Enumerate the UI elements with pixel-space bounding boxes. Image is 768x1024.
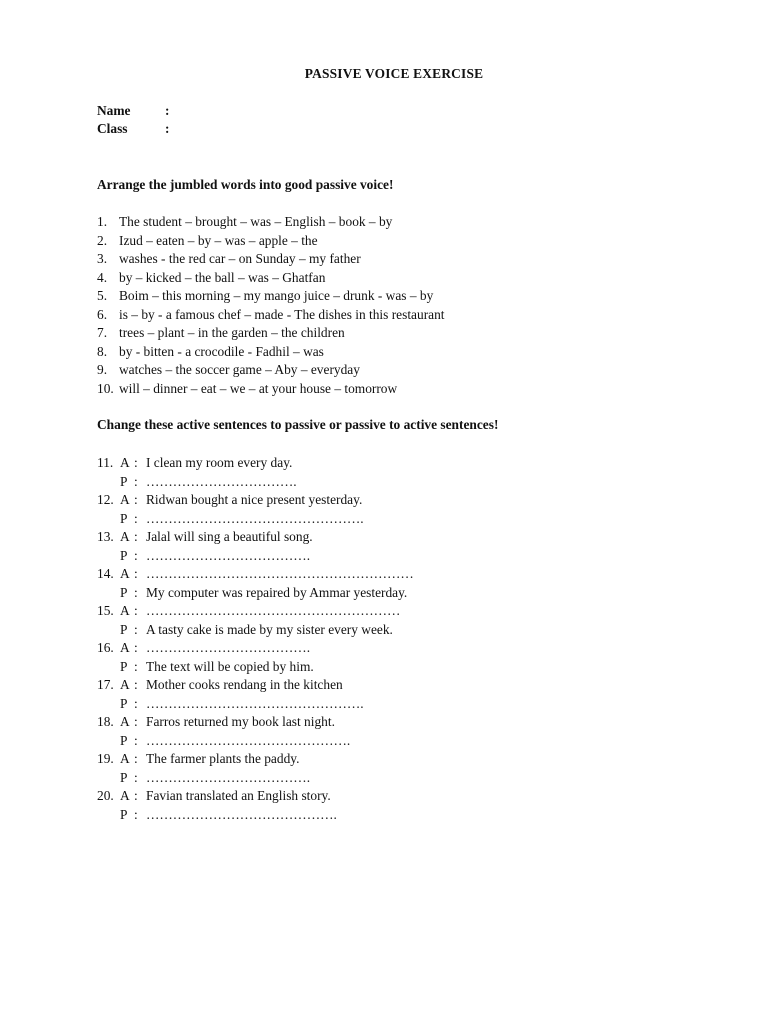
passive-sentence-row (97, 621, 414, 640)
passive-sentence-row (97, 584, 414, 603)
active-sentence: Ridwan bought a nice present yesterday. (146, 492, 363, 507)
colon: : (134, 603, 138, 618)
item-number: 17. (97, 677, 114, 692)
item-number: 8. (97, 343, 108, 359)
passive-label: P (120, 695, 128, 711)
item-text: by - bitten - a crocodile - Fadhil – was (119, 343, 324, 359)
item-number: 9. (97, 362, 108, 377)
colon: : (134, 566, 138, 581)
passive-sentence: ………………………………. (146, 769, 311, 785)
name-label: Name (97, 103, 131, 118)
colon: : (134, 529, 138, 544)
active-label: A (120, 640, 130, 655)
colon: : (134, 473, 138, 489)
active-sentence-row (97, 639, 414, 658)
class-label: Class (97, 121, 128, 136)
passive-label: P (120, 510, 128, 526)
item-text: by – kicked – the ball – was – Ghatfan (119, 269, 326, 285)
active-sentence: The farmer plants the paddy. (146, 751, 300, 766)
passive-sentence: …………………………………………. (146, 695, 364, 711)
colon: : (134, 584, 138, 600)
active-sentence-row (97, 676, 414, 695)
passive-sentence-row (97, 732, 414, 751)
active-sentence-row (97, 565, 414, 584)
active-label: A (120, 455, 130, 470)
colon: : (134, 732, 138, 748)
item-text: will – dinner – eat – we – at your house – tomorrow (119, 380, 398, 396)
passive-label: P (120, 547, 128, 563)
colon: : (134, 621, 138, 637)
active-sentence-row (97, 750, 414, 769)
item-number: 14. (97, 566, 114, 581)
list-item (97, 269, 445, 288)
item-text: Izud – eaten – by – was – apple – the (119, 232, 318, 248)
list-item (97, 213, 445, 232)
active-sentence: Favian translated an English story. (146, 788, 331, 803)
passive-label: P (120, 584, 128, 600)
active-sentence-row (97, 491, 414, 510)
colon: : (134, 695, 138, 711)
item-text: watches – the soccer game – Aby – everyday (119, 362, 360, 377)
section2-instruction: Change these active sentences to passive or passive to active sentences! (97, 417, 499, 432)
colon: : (134, 640, 138, 655)
item-number: 7. (97, 325, 108, 340)
active-sentence-row (97, 528, 414, 547)
active-label: A (120, 714, 130, 729)
passive-sentence: ………………………………………. (146, 732, 351, 748)
active-sentence: ………………………………. (146, 640, 311, 655)
passive-sentence-row (97, 695, 414, 714)
item-text: washes - the red car – on Sunday – my father (119, 251, 361, 266)
item-number: 4. (97, 269, 108, 285)
item-text: Boim – this morning – my mango juice – drunk - was – by (119, 288, 434, 303)
active-label: A (120, 529, 130, 544)
active-label: A (120, 677, 130, 692)
item-number: 1. (97, 214, 108, 229)
colon: : (134, 751, 138, 766)
active-sentence-row (97, 454, 414, 473)
colon: : (134, 806, 138, 822)
active-label: A (120, 566, 130, 581)
colon: : (134, 547, 138, 563)
active-sentence-row (97, 787, 414, 806)
jumbled-words-list (97, 213, 445, 398)
passive-sentence: My computer was repaired by Ammar yesterday. (146, 584, 408, 600)
passive-sentence-row (97, 473, 414, 492)
list-item (97, 324, 445, 343)
item-text: trees – plant – in the garden – the children (119, 325, 345, 340)
page-title: PASSIVE VOICE EXERCISE (304, 66, 484, 81)
passive-sentence-row (97, 658, 414, 677)
active-label: A (120, 751, 130, 766)
item-number: 10. (97, 380, 114, 396)
list-item (97, 287, 445, 306)
item-number: 12. (97, 492, 114, 507)
passive-sentence: The text will be copied by him. (146, 658, 314, 674)
passive-sentence-row (97, 547, 414, 566)
item-number: 5. (97, 288, 108, 303)
item-text: The student – brought – was – English – book – by (119, 214, 393, 229)
passive-sentence: ……………………………………. (146, 806, 337, 822)
item-number: 18. (97, 714, 114, 729)
class-field (97, 120, 169, 138)
item-number: 13. (97, 529, 114, 544)
colon: : (134, 714, 138, 729)
colon: : (134, 658, 138, 674)
passive-sentence-row (97, 510, 414, 529)
passive-sentence: ………………………………. (146, 547, 311, 563)
item-number: 2. (97, 232, 108, 248)
name-field (97, 102, 169, 120)
passive-sentence: …………………………………………. (146, 510, 364, 526)
item-number: 6. (97, 306, 108, 322)
passive-sentence: ……………………………. (146, 473, 297, 489)
colon: : (134, 510, 138, 526)
passive-label: P (120, 732, 128, 748)
passive-label: P (120, 473, 128, 489)
list-item (97, 250, 445, 269)
active-sentence: Mother cooks rendang in the kitchen (146, 677, 343, 692)
list-item (97, 232, 445, 251)
active-passive-list (97, 454, 414, 824)
passive-label: P (120, 769, 128, 785)
colon: : (134, 769, 138, 785)
colon: : (134, 492, 138, 507)
class-colon: : (165, 121, 170, 136)
list-item (97, 380, 445, 399)
active-sentence-row (97, 602, 414, 621)
passive-sentence-row (97, 769, 414, 788)
list-item (97, 306, 445, 325)
item-text: is – by - a famous chef – made - The dishes in this restaurant (119, 306, 445, 322)
active-label: A (120, 492, 130, 507)
item-number: 15. (97, 603, 114, 618)
passive-sentence-row (97, 806, 414, 825)
active-label: A (120, 603, 130, 618)
active-sentence-row (97, 713, 414, 732)
item-number: 19. (97, 751, 114, 766)
active-sentence: Jalal will sing a beautiful song. (146, 529, 313, 544)
colon: : (134, 677, 138, 692)
colon: : (134, 788, 138, 803)
item-number: 20. (97, 788, 114, 803)
passive-label: P (120, 621, 128, 637)
name-colon: : (165, 103, 170, 118)
list-item (97, 361, 445, 380)
section1-instruction: Arrange the jumbled words into good passive voice! (97, 177, 394, 192)
item-number: 11. (97, 455, 114, 470)
active-sentence: I clean my room every day. (146, 455, 293, 470)
item-number: 3. (97, 251, 108, 266)
passive-label: P (120, 658, 128, 674)
colon: : (134, 455, 138, 470)
active-sentence: Farros returned my book last night. (146, 714, 335, 729)
item-number: 16. (97, 640, 114, 655)
active-sentence: ………………………………………………… (146, 603, 401, 618)
passive-sentence: A tasty cake is made by my sister every week. (146, 621, 393, 637)
active-sentence: …………………………………………………… (146, 566, 414, 581)
list-item (97, 343, 445, 362)
active-label: A (120, 788, 130, 803)
passive-label: P (120, 806, 128, 822)
